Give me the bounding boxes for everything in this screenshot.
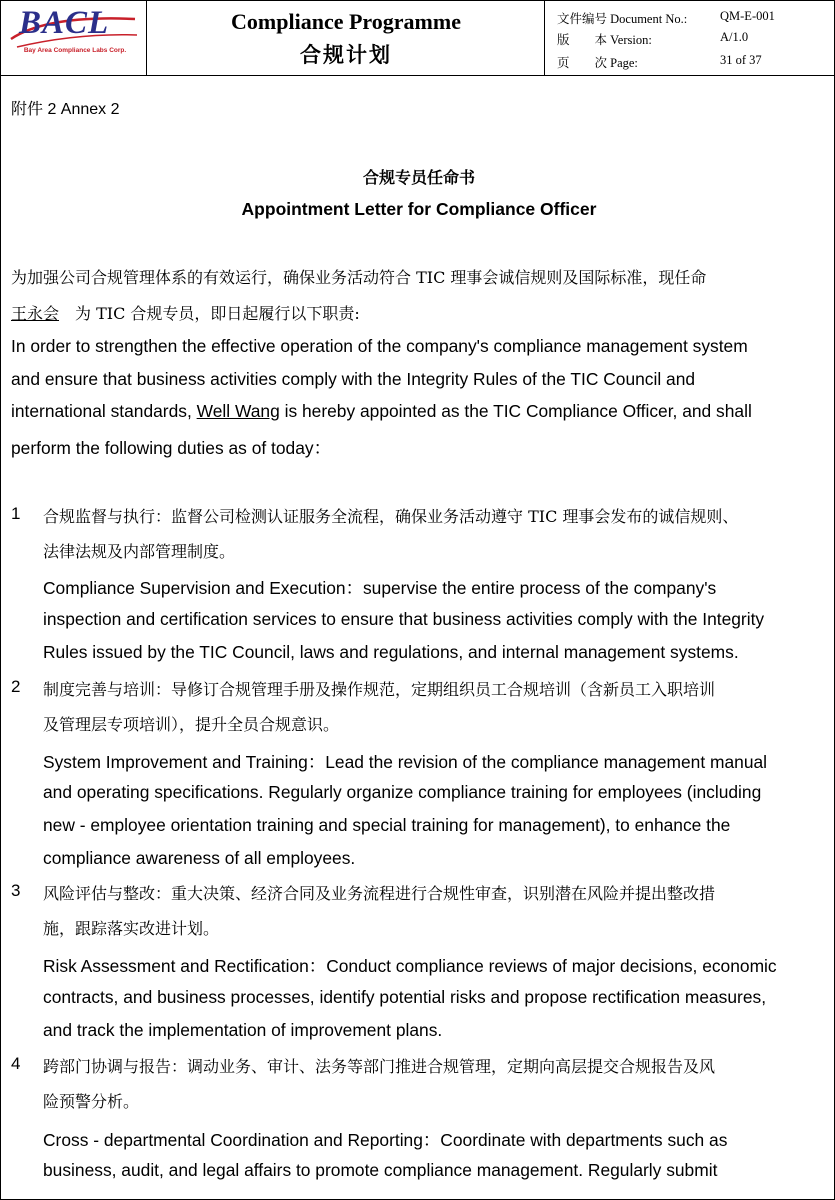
duty-en-line: Compliance Supervision and Execution：supervise the entire process of the company's (43, 578, 717, 598)
meta-value: QM-E-001 (720, 9, 775, 23)
item-number: 4 (11, 1054, 21, 1073)
appointee-name-cn: 王永会 (11, 304, 60, 323)
appointee-name-en: Well Wang (196, 401, 280, 421)
duty-en-line: System Improvement and Training：Lead the revision of the compliance management manual (43, 752, 768, 772)
meta-label: 页 次 Page: (557, 56, 638, 70)
intro-cn-line: 为加强公司合规管理体系的有效运行，确保业务活动符合 TIC 理事会诚信规则及国际标准，现任命 (11, 268, 707, 287)
meta-document-no (557, 9, 827, 29)
document-header (1, 1, 834, 76)
meta-page (557, 53, 827, 73)
duty-en-line: inspection and certification services to ensure that business activities comply with the Integrity (43, 609, 765, 629)
header-meta-cell (545, 1, 834, 75)
intro-en-line: and ensure that business activities comply with the Integrity Rules of the TIC Council and (11, 369, 696, 389)
meta-label: 文件编号 Document No.: (557, 12, 688, 26)
meta-version (557, 30, 827, 50)
duty-en-line: new - employee orientation training and special training for management), to enhance the (43, 815, 731, 835)
duty-cn-line: 合规监督与执行：监督公司检测认证服务全流程，确保业务活动遵守 TIC 理事会发布的诚信规则、 (43, 507, 739, 526)
duty-en-line: compliance awareness of all employees. (43, 848, 356, 868)
duty-cn-line: 制度完善与培训：导修订合规管理手册及操作规范，定期组织员工合规培训（含新员工入职培训 (43, 680, 716, 699)
header-title-cn: 合规计划 (300, 43, 392, 67)
duty-en-line: and operating specifications. Regularly organize compliance training for employees (including (43, 782, 762, 802)
logo-mark: BACL (19, 5, 110, 41)
duty-en-line: Risk Assessment and Rectification：Conduct compliance reviews of major decisions, economic (43, 956, 777, 976)
duty-cn-line: 跨部门协调与报告：调动业务、审计、法务等部门推进合规管理，定期向高层提交合规报告及风 (43, 1057, 716, 1076)
duty-en-line: business, audit, and legal affairs to promote compliance management. Regularly submit (43, 1160, 718, 1180)
duty-en-line: Rules issued by the TIC Council, laws and regulations, and internal management systems. (43, 642, 739, 662)
doc-title-en: Appointment Letter for Compliance Officer (241, 199, 597, 219)
logo-subtitle: Bay Area Compliance Labs Corp. (23, 47, 127, 54)
duty-cn-line: 施，跟踪落实改进计划。 (43, 919, 220, 938)
intro-en-line (11, 401, 752, 422)
intro-en-line: perform the following duties as of today： (11, 438, 331, 458)
duty-en-line: contracts, and business processes, identify potential risks and propose rectification measures, (43, 987, 767, 1007)
header-title-cell (147, 1, 545, 75)
intro-cn-rest: 为 TIC 合规专员，即日起履行以下职责: (59, 304, 360, 323)
item-number: 3 (11, 881, 21, 900)
duty-cn-line: 风险评估与整改：重大决策、经济合同及业务流程进行合规性审查，识别潜在风险并提出整改措 (43, 884, 716, 903)
logo-cell (1, 1, 147, 75)
annex-label: 附件 2 Annex 2 (11, 101, 120, 118)
doc-title-cn: 合规专员任命书 (362, 168, 475, 187)
duty-cn-line: 法律法规及内部管理制度。 (43, 542, 236, 561)
duty-cn-line: 及管理层专项培训），提升全员合规意识。 (43, 715, 340, 734)
meta-label: 版 本 Version: (557, 33, 652, 47)
meta-value: 31 of 37 (720, 53, 762, 67)
item-number: 1 (11, 504, 21, 523)
duty-en-line: and track the implementation of improvement plans. (43, 1020, 443, 1040)
intro-en-line: In order to strengthen the effective operation of the company's compliance management system (11, 336, 748, 356)
duty-en-line: Cross - departmental Coordination and Reporting：Coordinate with departments such as (43, 1130, 728, 1150)
item-number: 2 (11, 677, 21, 696)
intro-en-pre: international standards, (11, 401, 197, 421)
duty-cn-line: 险预警分析。 (43, 1092, 140, 1111)
header-title-en: Compliance Programme (231, 9, 461, 34)
meta-value: A/1.0 (720, 30, 749, 44)
intro-cn-line (11, 301, 360, 324)
intro-en-post: is hereby appointed as the TIC Compliance Officer, and shall (279, 401, 752, 421)
